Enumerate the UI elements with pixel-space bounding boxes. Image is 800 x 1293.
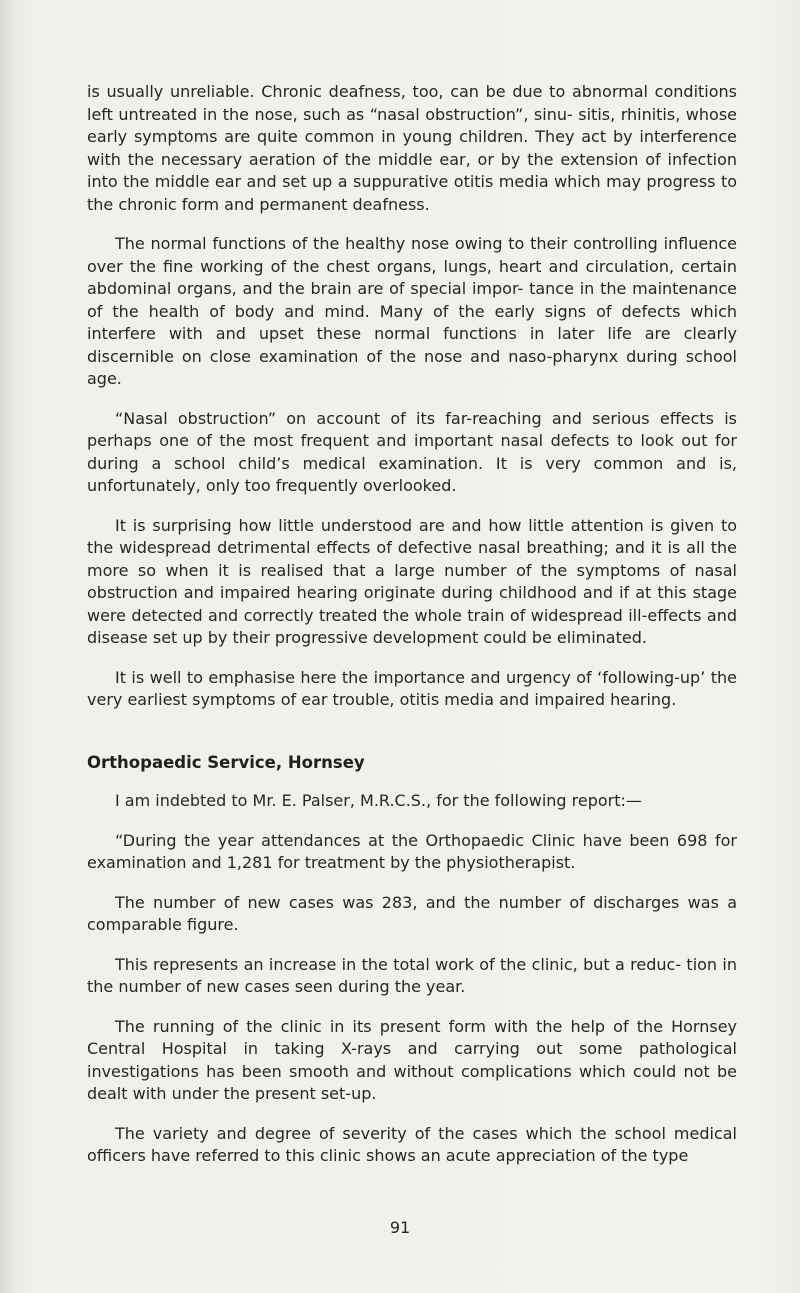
- paragraph-variety-severity: The variety and degree of severity of the cases which the school medical officers have referred to this clinic shows an acute appreciation of the type: [87, 1123, 737, 1165]
- paragraph-new-cases: The number of new cases was 283, and the number of discharges was a comparable figure.: [87, 892, 737, 934]
- paragraph-increase: This represents an increase in the total work of the clinic, but a reduc- tion in the number of new cases seen during the year.: [87, 954, 737, 996]
- paragraph-continuation: is usually unreliable. Chronic deafness, too, can be due to abnormal conditions left untreated in the nose, such as “nasal obstruction”, sinu- sitis, rhinitis, whose early symptoms are quite common in young children. They act by interference with the necessary aeration of the middle ear, or by the extension of infection into the middle ear and set up a suppurative otitis media which may progress to the chronic form and permanent deafness.: [87, 82, 737, 214]
- paragraph-running-clinic: The running of the clinic in its present form with the help of the Hornsey Central Hospital in taking X-rays and carrying out some pathological investigations has been smooth and without complications which could not be dealt with under the present set-up.: [87, 1016, 737, 1103]
- paragraph-attendances: “During the year attendances at the Orthopaedic Clinic have been 698 for examination and 1,281 for treatment by the physiotherapist.: [87, 830, 737, 872]
- paragraph-nose-functions: The normal functions of the healthy nose owing to their controlling influence over the fine working of the chest organs, lungs, heart and circulation, certain abdominal organs, and the brain are of special impor- tance in the maintenance of the health of body and mind. Many of the early signs of defects which interfere with and upset these normal functions in later life are clearly discernible on close examination of the nose and naso-pharynx during school age.: [87, 234, 737, 388]
- page-content: [87, 81, 737, 1185]
- section-heading: Orthopaedic Service, Hornsey: [87, 752, 365, 772]
- paragraph-nasal-obstruction: “Nasal obstruction” on account of its far-reaching and serious effects is perhaps one of the most frequent and important nasal defects to look out for during a school child’s medical examination. It is very common and is, unfortunately, only too frequently overlooked.: [87, 408, 737, 495]
- paragraph-following-up: It is well to emphasise here the importance and urgency of ‘following-up’ the very earliest symptoms of ear trouble, otitis media and impaired hearing.: [87, 667, 737, 709]
- paragraph-acknowledgement: I am indebted to Mr. E. Palser, M.R.C.S., for the following report:—: [115, 791, 642, 810]
- page-number: 91: [389, 1218, 411, 1237]
- paragraph-defective-breathing: It is surprising how little understood are and how little attention is given to the widespread detrimental effects of defective nasal breathing; and it is all the more so when it is realised that a large number of the symptoms of nasal obstruction and impaired hearing originate during childhood and if at this stage were detected and correctly treated the whole train of widespread ill-effects and disease set up by their progressive development could be eliminated.: [87, 515, 737, 647]
